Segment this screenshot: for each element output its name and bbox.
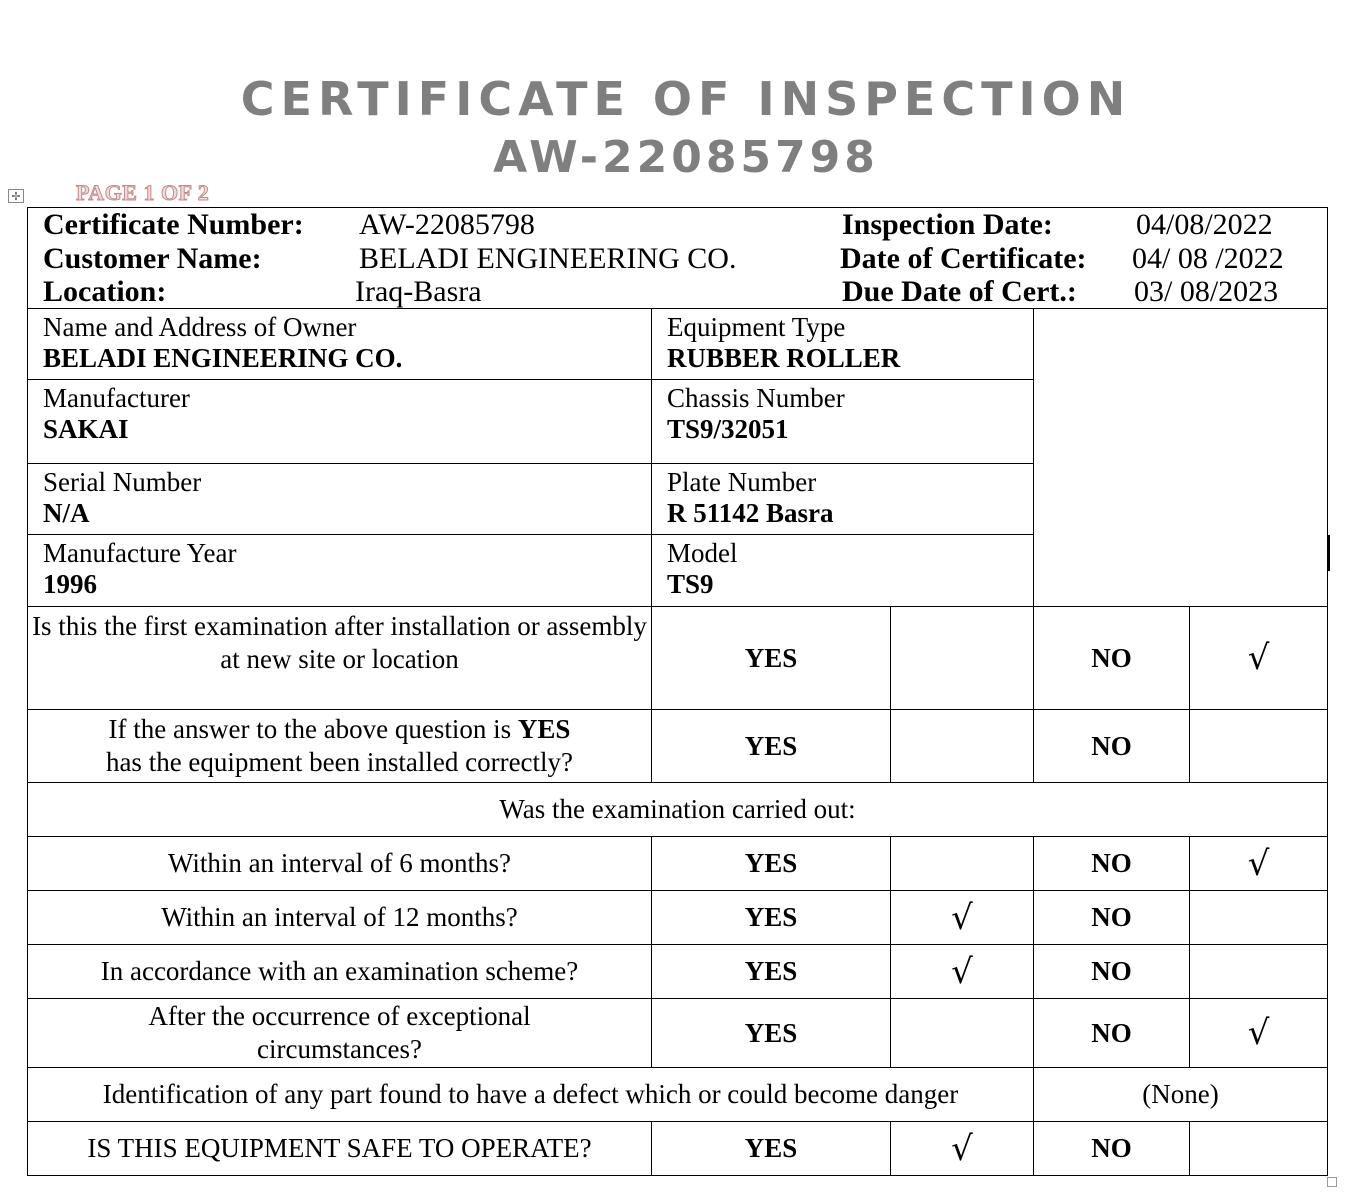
no-tick-cell[interactable] (1190, 945, 1328, 999)
question-row-6-months (28, 837, 1328, 891)
customer-name-label: Customer Name: (43, 242, 262, 275)
no-tick-cell[interactable]: √ (1190, 837, 1328, 891)
chassis-label: Chassis Number (667, 383, 845, 413)
question-suffix: has the equipment been installed correctly? (105, 747, 574, 777)
yes-label: YES (652, 837, 891, 891)
customer-name-value: BELADI ENGINEERING CO. (359, 242, 737, 275)
page-indicator: PAGE 1 OF 2 (76, 180, 210, 205)
table-move-handle-icon[interactable]: ✢ (8, 189, 24, 203)
date-of-certificate-value: 04/ 08 /2022 (1132, 242, 1284, 275)
question-text (28, 710, 652, 783)
no-tick-cell[interactable]: √ (1190, 607, 1328, 710)
yes-tick-cell[interactable] (891, 999, 1034, 1068)
yes-label: YES (652, 945, 891, 999)
no-label: NO (1034, 891, 1190, 945)
equipment-type-label: Equipment Type (667, 312, 846, 342)
equipment-type-cell (652, 309, 1034, 380)
yes-label: YES (652, 607, 891, 710)
owner-cell (28, 309, 652, 380)
chassis-cell (652, 380, 1034, 464)
model-value: TS9 (667, 569, 714, 599)
location-label: Location: (43, 275, 167, 308)
question-row-first-exam (28, 607, 1328, 710)
certificate-number-value: AW-22085798 (359, 208, 535, 241)
yes-tick-cell[interactable] (891, 837, 1034, 891)
no-label: NO (1034, 837, 1190, 891)
question-row-examination-scheme (28, 945, 1328, 999)
no-tick-cell[interactable] (1190, 1122, 1328, 1176)
question-text: After the occurrence of exceptional circumstances? (28, 999, 652, 1068)
no-label: NO (1034, 999, 1190, 1068)
yes-tick-cell[interactable]: √ (891, 945, 1034, 999)
year-label: Manufacture Year (43, 538, 237, 568)
question-row-exceptional-circumstances (28, 999, 1328, 1068)
inspection-date-value: 04/08/2022 (1136, 208, 1273, 241)
manufacturer-cell (28, 380, 652, 464)
examination-heading: Was the examination carried out: (28, 783, 1328, 837)
owner-value: BELADI ENGINEERING CO. (43, 343, 403, 373)
no-label: NO (1034, 945, 1190, 999)
certificate-number-label: Certificate Number: (43, 208, 304, 241)
question-text: Within an interval of 12 months? (28, 891, 652, 945)
defect-question: Identification of any part found to have a defect which or could become danger (28, 1068, 1034, 1122)
question-emphasis: YES (517, 714, 571, 744)
yes-label: YES (652, 710, 891, 783)
serial-cell (28, 464, 652, 535)
yes-tick-cell[interactable] (891, 710, 1034, 783)
safe-question: IS THIS EQUIPMENT SAFE TO OPERATE? (28, 1122, 652, 1176)
yes-label: YES (652, 1122, 891, 1176)
blank-photo-area (1034, 309, 1328, 607)
inspection-table (27, 207, 1328, 1176)
owner-label: Name and Address of Owner (43, 312, 357, 342)
no-label: NO (1034, 1122, 1190, 1176)
yes-tick-cell[interactable]: √ (891, 891, 1034, 945)
defect-answer: (None) (1034, 1068, 1328, 1122)
equipment-type-value: RUBBER ROLLER (667, 343, 901, 373)
model-cell (652, 535, 1034, 607)
chassis-value: TS9/32051 (667, 414, 789, 444)
date-of-certificate-label: Date of Certificate: (840, 242, 1087, 275)
question-text: In accordance with an examination scheme? (28, 945, 652, 999)
no-label: NO (1034, 710, 1190, 783)
year-cell (28, 535, 652, 607)
plate-value: R 51142 Basra (667, 498, 834, 528)
certificate-number-title: AW-22085798 (493, 132, 879, 183)
model-label: Model (667, 538, 738, 568)
question-row-installed-correctly (28, 710, 1328, 783)
question-prefix: If the answer to the above question is (108, 714, 518, 744)
serial-value: N/A (43, 498, 90, 528)
yes-tick-cell[interactable] (891, 607, 1034, 710)
yes-tick-cell[interactable]: √ (891, 1122, 1034, 1176)
inspection-date-label: Inspection Date: (842, 208, 1053, 241)
due-date-value: 03/ 08/2023 (1134, 275, 1279, 308)
manufacturer-label: Manufacturer (43, 383, 190, 413)
no-label: NO (1034, 607, 1190, 710)
plate-cell (652, 464, 1034, 535)
yes-label: YES (652, 891, 891, 945)
location-value: Iraq-Basra (355, 275, 482, 308)
no-tick-cell[interactable]: √ (1190, 999, 1328, 1068)
table-resize-handle[interactable] (1327, 1177, 1337, 1187)
question-text: Within an interval of 6 months? (28, 837, 652, 891)
safe-to-operate-row (28, 1122, 1328, 1176)
yes-label: YES (652, 999, 891, 1068)
certificate-title: CERTIFICATE OF INSPECTION (240, 72, 1132, 126)
serial-label: Serial Number (43, 467, 202, 497)
no-tick-cell[interactable] (1190, 710, 1328, 783)
question-text: Is this the first examination after installation or assembly at new site or location (28, 607, 652, 710)
year-value: 1996 (43, 569, 97, 599)
header-block (28, 208, 1328, 309)
plate-label: Plate Number (667, 467, 817, 497)
question-row-12-months (28, 891, 1328, 945)
text-cursor (1328, 535, 1330, 571)
manufacturer-value: SAKAI (43, 414, 129, 444)
no-tick-cell[interactable] (1190, 891, 1328, 945)
defect-row (28, 1068, 1328, 1122)
due-date-label: Due Date of Cert.: (842, 275, 1077, 308)
